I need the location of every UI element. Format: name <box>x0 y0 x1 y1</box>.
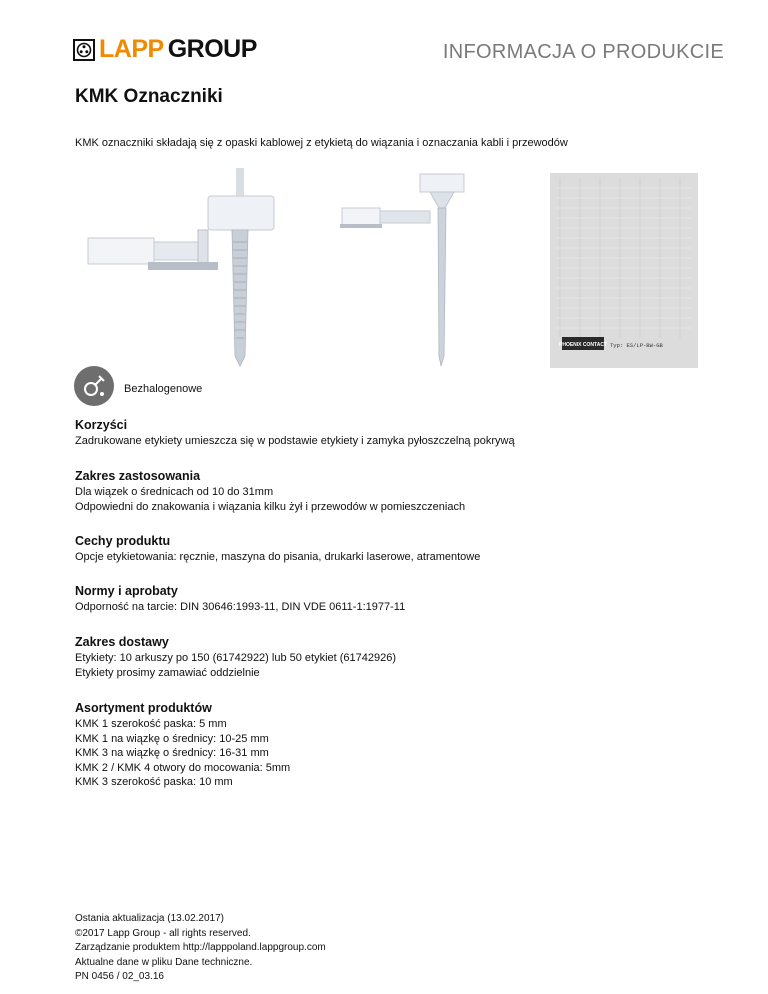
footer-pn: PN 0456 / 02_03.16 <box>75 971 164 982</box>
section-heading: Cechy produktu <box>75 534 171 548</box>
section-line: KMK 2 / KMK 4 otwory do mocowania: 5mm <box>75 761 291 774</box>
footer-product-management: Zarządzanie produktem http://lapppoland.lappgroup.com <box>75 942 326 953</box>
lapp-group-logo <box>73 37 257 62</box>
footer-last-update: Ostania aktualizacja (13.02.2017) <box>75 913 224 924</box>
section-line: Etykiety prosimy zamawiać oddzielnie <box>75 666 260 679</box>
halogen-free-icon <box>74 366 114 406</box>
document-type-heading: INFORMACJA O PRODUKCIE <box>442 41 724 63</box>
section-line: Dla wiązek o średnicach od 10 do 31mm <box>75 486 274 498</box>
section-line: Odpowiedni do znakowania i wiązania kilku żył i przewodów w pomieszczeniach <box>75 500 466 513</box>
footer-copyright: ©2017 Lapp Group - all rights reserved. <box>75 927 251 939</box>
section-heading: Asortyment produktów <box>75 701 212 715</box>
logo-brand-lapp: LAPP <box>99 35 164 63</box>
product-images <box>80 168 700 378</box>
cable-tie-marker-kmk1-image <box>88 168 274 366</box>
cable-tie-marker-kmk2-image <box>340 174 464 366</box>
sheet-type-text: Typ: ES/LP-BW-GB <box>610 342 663 349</box>
intro-text: KMK oznaczniki składają się z opaski kablowej z etykietą do wiązania i oznaczania kabli i przewodów <box>75 137 568 149</box>
footer-technical-data-note: Aktualne dane w pliku Dane techniczne. <box>75 956 253 968</box>
section-scope-of-delivery <box>75 635 396 680</box>
sheet-brand-text: PHOENIX CONTACT <box>559 342 607 348</box>
lapp-logo-mark-icon <box>73 39 95 61</box>
halogen-free-label: Bezhalogenowe <box>124 383 203 395</box>
footer <box>75 912 326 985</box>
section-line: Etykiety: 10 arkuszy po 150 (61742922) lub 50 etykiet (61742926) <box>75 652 397 664</box>
label-sheet-image <box>550 173 698 368</box>
section-product-features <box>75 534 480 565</box>
section-product-range <box>75 701 290 790</box>
section-line: Odporność na tarcie: DIN 30646:1993-11, DIN VDE 0611-1:1977-11 <box>75 601 406 613</box>
section-standards <box>75 584 405 615</box>
section-heading: Zakres zastosowania <box>75 469 201 483</box>
section-application-range <box>75 469 465 514</box>
logo-brand-group: GROUP <box>167 35 257 63</box>
page-title: KMK Oznaczniki <box>75 86 223 107</box>
section-line: KMK 3 szerokość paska: 10 mm <box>75 776 233 788</box>
section-line: Zadrukowane etykiety umieszcza się w podstawie etykiety i zamyka pyłoszczelną pokrywą <box>75 435 515 447</box>
section-heading: Zakres dostawy <box>75 635 169 649</box>
halogen-free-badge <box>74 366 202 406</box>
section-line: Opcje etykietowania: ręcznie, maszyna do pisania, drukarki laserowe, atramentowe <box>75 551 481 563</box>
section-line: KMK 1 szerokość paska: 5 mm <box>75 718 227 730</box>
section-line: KMK 3 na wiązkę o średnicy: 16-31 mm <box>75 747 269 759</box>
section-benefits <box>75 418 515 449</box>
section-heading: Korzyści <box>75 418 128 432</box>
section-heading: Normy i aprobaty <box>75 584 178 598</box>
section-line: KMK 1 na wiązkę o średnicy: 10-25 mm <box>75 732 269 745</box>
